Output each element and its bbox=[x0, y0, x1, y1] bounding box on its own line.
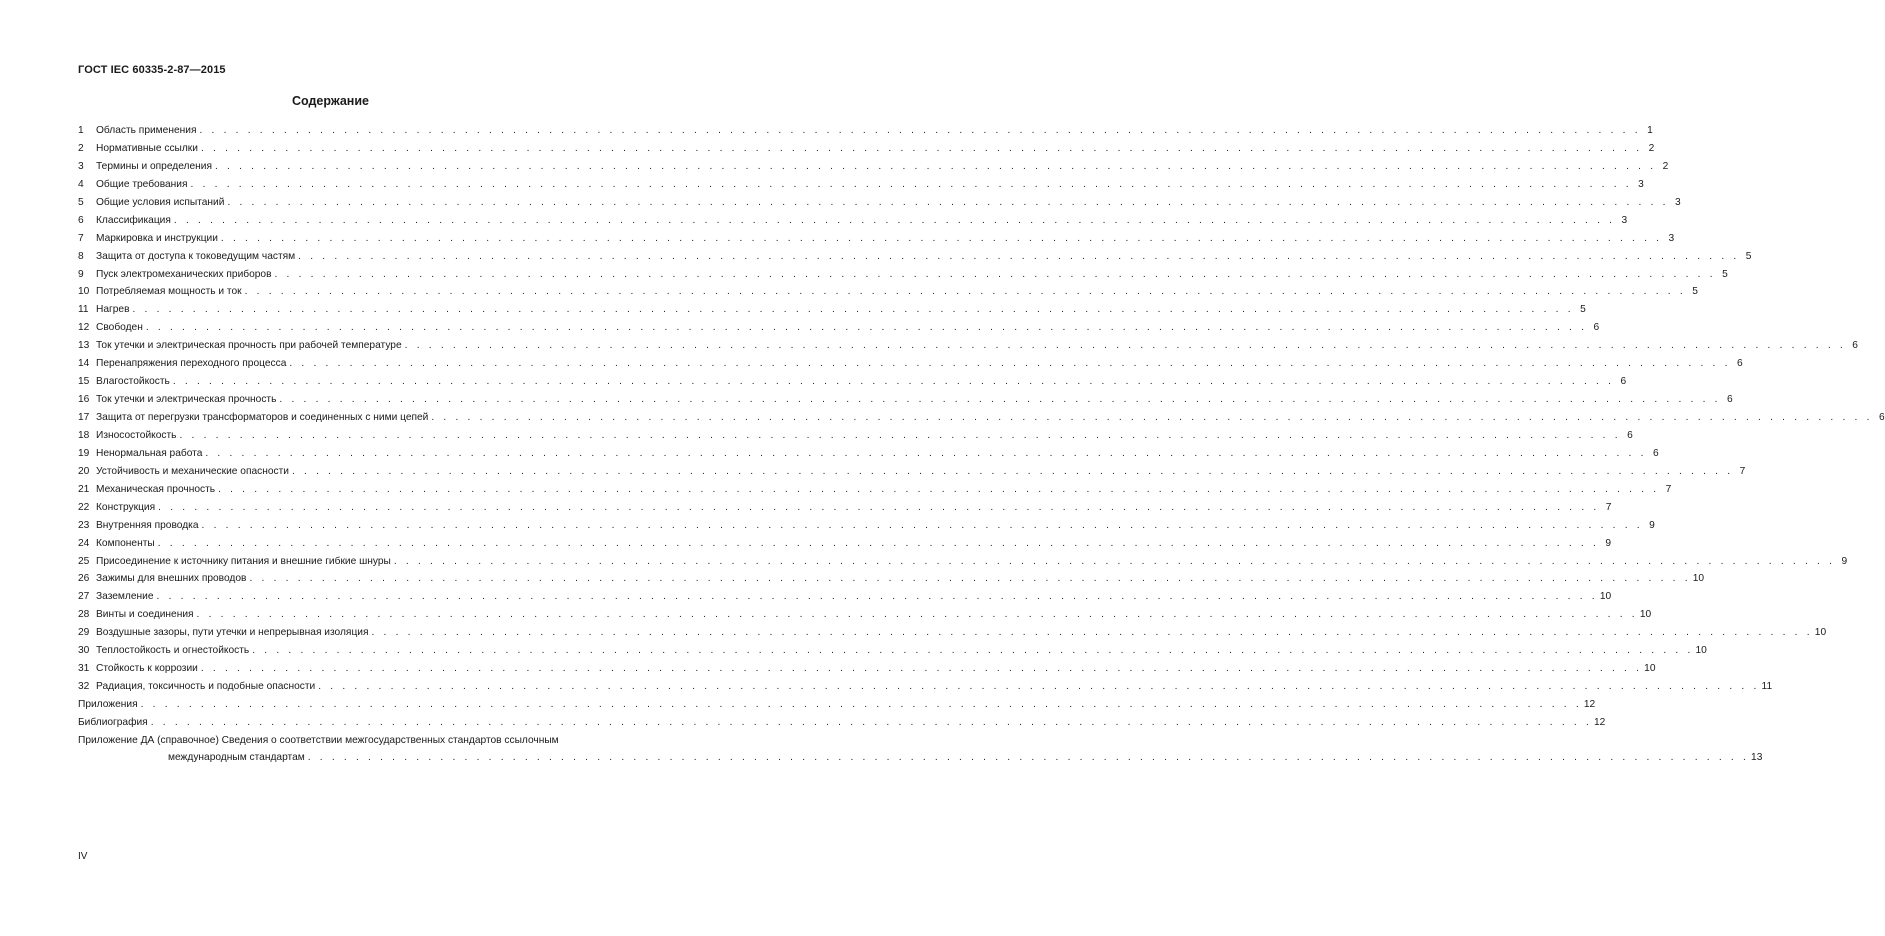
toc-entry[interactable] bbox=[78, 642, 1707, 660]
toc-entry-label: Компоненты bbox=[96, 537, 155, 549]
toc-entry-number: 25 bbox=[78, 555, 90, 567]
toc-entry-number: 9 bbox=[78, 268, 84, 280]
toc-entry-page: 5 bbox=[1580, 304, 1586, 316]
toc-entry-label: Свободен bbox=[96, 322, 143, 334]
toc-entry-page: 10 bbox=[1695, 645, 1707, 657]
toc-entry-label: Защита от перегрузки трансформаторов и соединенных с ними цепей bbox=[96, 412, 429, 423]
toc-entry-label: Конструкция bbox=[96, 501, 156, 513]
toc-entry-label: Общие требования bbox=[96, 178, 188, 190]
toc-entry-page: 11 bbox=[1761, 681, 1773, 693]
page-footer-number: IV bbox=[78, 851, 88, 862]
toc-entry-label: Нормативные ссылки bbox=[96, 142, 198, 154]
toc-entry[interactable] bbox=[78, 678, 1773, 696]
document-header: ГОСТ IEC 60335-2-87—2015 bbox=[78, 64, 226, 76]
toc-entry-page: 6 bbox=[1727, 394, 1733, 406]
toc-entry-number: 16 bbox=[78, 394, 90, 406]
toc-entry-label: Ток утечки и электрическая прочность при рабочей температуре bbox=[96, 340, 402, 352]
toc-entry-number: 32 bbox=[78, 681, 90, 693]
toc-entry[interactable] bbox=[78, 301, 1586, 319]
toc-entry[interactable] bbox=[78, 373, 1627, 391]
leader-dots: . . . . . . . . . . . . . . . . . . . . . . . . . . . . . . . . . . . . . . . . . . . . . . . . . . . . . . . . . . . . . . . . . . . . . . . . . . . . . . . . . . . . . . . . . . . . . . . . . . . . . . . . . . . . . . . . . . . . . . . . bbox=[190, 178, 1632, 190]
toc-entry-number: 29 bbox=[78, 627, 90, 639]
appendix-title-line1: Приложение ДА (справочное) Сведения о соответствии межгосударственных стандартов ссылочным bbox=[78, 734, 559, 746]
toc-entry[interactable] bbox=[78, 283, 1698, 301]
leader-dots: . . . . . . . . . . . . . . . . . . . . . . . . . . . . . . . . . . . . . . . . . . . . . . . . . . . . . . . . . . . . . . . . . . . . . . . . . . . . . . . . . . . . . . . . . . . . . . . . . . . . . . . . . . . . . . . . . . . . . . . . bbox=[132, 304, 1574, 316]
toc-entry[interactable] bbox=[78, 355, 1743, 373]
leader-dots: . . . . . . . . . . . . . . . . . . . . . . . . . . . . . . . . . . . . . . . . . . . . . . . . . . . . . . . . . . . . . . . . . . . . . . . . . . . . . . . . . . . . . . . . . . . . . . . . . . . . . . . . . . . . . . . . . . . . . . . . bbox=[196, 609, 1638, 621]
toc-entry-label: Заземление bbox=[96, 591, 154, 603]
toc-entry[interactable] bbox=[78, 140, 1655, 158]
toc-entry-label: Ненормальная работа bbox=[96, 447, 203, 459]
toc-extra-list bbox=[78, 696, 1606, 732]
toc-entry-page: 5 bbox=[1745, 250, 1752, 262]
toc-entry-page: 6 bbox=[1852, 340, 1858, 352]
toc-entry-page: 10 bbox=[1692, 573, 1705, 585]
toc-entry-page: 3 bbox=[1621, 214, 1628, 226]
leader-dots: . . . . . . . . . . . . . . . . . . . . . . . . . . . . . . . . . . . . . . . . . . . . . . . . . . . . . . . . . . . . . . . . . . . . . . . . . . . . . . . . . . . . . . . . . . . . . . . . . . . . . . . . . . . . . . . . . . . . . . . . bbox=[158, 501, 1600, 513]
leader-dots: . . . . . . . . . . . . . . . . . . . . . . . . . . . . . . . . . . . . . . . . . . . . . . . . . . . . . . . . . . . . . . . . . . . . . . . . . . . . . . . . . . . . . . . . . . . . . . . . . . . . . . . . . . . . . . . . . . . . . . . . bbox=[200, 663, 1643, 675]
toc-entry-number: 11 bbox=[78, 304, 89, 316]
leader-dots: . . . . . . . . . . . . . . . . . . . . . . . . . . . . . . . . . . . . . . . . . . . . . . . . . . . . . . . . . . . . . . . . . . . . . . . . . . . . . . . . . . . . . . . . . . . . . . . . . . . . . . . . . . . . . . . . . . . . . . . . bbox=[249, 573, 1691, 585]
toc-numbered-list bbox=[78, 122, 1885, 696]
toc-entry[interactable] bbox=[78, 714, 1606, 732]
toc-entry[interactable] bbox=[78, 158, 1669, 176]
toc-entry-label: Влагостойкость bbox=[96, 376, 170, 388]
toc-entry-number: 22 bbox=[78, 501, 90, 513]
leader-dots: . . . . . . . . . . . . . . . . . . . . . . . . . . . . . . . . . . . . . . . . . . . . . . . . . . . . . . . . . . . . . . . . . . . . . . . . . . . . . . . . . . . . . . . . . . . . . . . . . . . . . . . . . . . . . . . . . . . . . . . . bbox=[393, 555, 1836, 567]
toc-entry[interactable] bbox=[78, 553, 1848, 571]
toc-entry-page: 6 bbox=[1620, 376, 1627, 388]
toc-entry-page: 6 bbox=[1736, 358, 1743, 370]
toc-entry-number: 31 bbox=[78, 663, 90, 675]
toc-entry[interactable] bbox=[78, 176, 1644, 194]
leader-dots: . . . . . . . . . . . . . . . . . . . . . . . . . . . . . . . . . . . . . . . . . . . . . . . . . . . . . . . . . . . . . . . . . . . . . . . . . . . . . . . . . . . . . . . . . . . . . . . . . . . . . . . . . . . . . . . . . . . . . . . . bbox=[307, 752, 1750, 764]
toc-entry-page: 9 bbox=[1649, 519, 1655, 531]
toc-entry[interactable] bbox=[78, 535, 1611, 553]
toc-entry[interactable] bbox=[78, 624, 1827, 642]
leader-dots: . . . . . . . . . . . . . . . . . . . . . . . . . . . . . . . . . . . . . . . . . . . . . . . . . . . . . . . . . . . . . . . . . . . . . . . . . . . . . . . . . . . . . . . . . . . . . . . . . . . . . . . . . . . . . . . . . . . . . . . . bbox=[404, 340, 1846, 352]
toc-entry-page: 9 bbox=[1841, 555, 1848, 567]
toc-entry-page: 12 bbox=[1593, 716, 1606, 728]
toc-entry[interactable] bbox=[78, 194, 1681, 212]
toc-entry-number: 8 bbox=[78, 250, 84, 262]
toc-entry-label: Внутренняя проводка bbox=[96, 519, 199, 531]
toc-entry[interactable] bbox=[78, 588, 1612, 606]
leader-dots: . . . . . . . . . . . . . . . . . . . . . . . . . . . . . . . . . . . . . . . . . . . . . . . . . . . . . . . . . . . . . . . . . . . . . . . . . . . . . . . . . . . . . . . . . . . . . . . . . . . . . . . . . . . . . . . . . . . . . . . . bbox=[318, 681, 1760, 693]
toc-entry-number: 5 bbox=[78, 196, 84, 208]
toc-entry[interactable] bbox=[78, 427, 1633, 445]
toc-entry-label: Механическая прочность bbox=[96, 483, 216, 495]
toc-entry-number: 24 bbox=[78, 537, 90, 549]
toc-entry-page: 7 bbox=[1739, 465, 1746, 477]
toc-entry-label: Пуск электромеханических приборов bbox=[96, 268, 272, 280]
appendix-page-number: 13 bbox=[1751, 752, 1763, 764]
leader-dots: . . . . . . . . . . . . . . . . . . . . . . . . . . . . . . . . . . . . . . . . . . . . . . . . . . . . . . . . . . . . . . . . . . . . . . . . . . . . . . . . . . . . . . . . . . . . . . . . . . . . . . . . . . . . . . . . . . . . . . . . bbox=[252, 645, 1694, 657]
toc-entry-number: 23 bbox=[78, 519, 90, 531]
toc-entry-page: 6 bbox=[1652, 447, 1659, 459]
toc-entry-number: 20 bbox=[78, 465, 90, 477]
toc-entry[interactable] bbox=[78, 499, 1612, 517]
toc-entry[interactable] bbox=[78, 660, 1656, 678]
toc-entry-label: Устойчивость и механические опасности bbox=[96, 465, 289, 477]
leader-dots: . . . . . . . . . . . . . . . . . . . . . . . . . . . . . . . . . . . . . . . . . . . . . . . . . . . . . . . . . . . . . . . . . . . . . . . . . . . . . . . . . . . . . . . . . . . . . . . . . . . . . . . . . . . . . . . . . . . . . . . . bbox=[172, 376, 1615, 388]
toc-entry[interactable] bbox=[78, 445, 1659, 463]
toc-entry-page: 10 bbox=[1644, 663, 1656, 675]
toc-entry-label: Радиация, токсичность и подобные опасности bbox=[96, 681, 316, 693]
toc-entry-page: 10 bbox=[1814, 627, 1827, 639]
toc-entry-label: Классификация bbox=[96, 214, 171, 226]
leader-dots: . . . . . . . . . . . . . . . . . . . . . . . . . . . . . . . . . . . . . . . . . . . . . . . . . . . . . . . . . . . . . . . . . . . . . . . . . . . . . . . . . . . . . . . . . . . . . . . . . . . . . . . . . . . . . . . . . . . . . . . . bbox=[371, 627, 1813, 639]
leader-dots: . . . . . . . . . . . . . . . . . . . . . . . . . . . . . . . . . . . . . . . . . . . . . . . . . . . . . . . . . . . . . . . . . . . . . . . . . . . . . . . . . . . . . . . . . . . . . . . . . . . . . . . . . . . . . . . . . . . . . . . . bbox=[244, 286, 1686, 298]
leader-dots: . . . . . . . . . . . . . . . . . . . . . . . . . . . . . . . . . . . . . . . . . . . . . . . . . . . . . . . . . . . . . . . . . . . . . . . . . . . . . . . . . . . . . . . . . . . . . . . . . . . . . . . . . . . . . . . . . . . . . . . . bbox=[218, 483, 1660, 495]
toc-entry-label: Приложения bbox=[78, 699, 138, 710]
leader-dots: . . . . . . . . . . . . . . . . . . . . . . . . . . . . . . . . . . . . . . . . . . . . . . . . . . . . . . . . . . . . . . . . . . . . . . . . . . . . . . . . . . . . . . . . . . . . . . . . . . . . . . . . . . . . . . . . . . . . . . . . bbox=[220, 232, 1663, 244]
toc-entry-page: 7 bbox=[1605, 501, 1612, 513]
toc-entry-number: 12 bbox=[78, 322, 90, 334]
toc-entry-number: 27 bbox=[78, 591, 90, 603]
toc-entry-number: 1 bbox=[78, 125, 84, 136]
toc-entry-number: 26 bbox=[78, 573, 90, 585]
toc-entry[interactable] bbox=[78, 463, 1746, 481]
toc-entry-label: Нагрев bbox=[96, 304, 130, 316]
toc-entry-number: 21 bbox=[78, 483, 90, 495]
toc-entry[interactable] bbox=[78, 606, 1652, 624]
toc-entry-number: 17 bbox=[78, 412, 90, 423]
toc-entry-page: 2 bbox=[1648, 142, 1655, 154]
toc-entry-label: Износостойкость bbox=[96, 429, 177, 441]
toc-entry-label: Общие условия испытаний bbox=[96, 196, 225, 208]
toc-entry-page: 6 bbox=[1878, 412, 1885, 423]
toc-entry[interactable] bbox=[78, 266, 1728, 284]
toc-entry-page: 2 bbox=[1662, 160, 1669, 172]
toc-entry[interactable] bbox=[78, 696, 1596, 714]
toc-entry-page: 3 bbox=[1638, 178, 1644, 190]
toc-entry-label: Библиография bbox=[78, 716, 148, 728]
toc-entry-label: Перенапряжения переходного процесса bbox=[96, 358, 287, 370]
toc-entry-number: 14 bbox=[78, 358, 90, 370]
toc-entry-page: 6 bbox=[1627, 429, 1633, 441]
toc-entry-number: 19 bbox=[78, 447, 90, 459]
toc-entry-page: 7 bbox=[1665, 483, 1672, 495]
toc-entry-number: 4 bbox=[78, 178, 84, 190]
toc-entry[interactable] bbox=[78, 319, 1600, 337]
toc-entry-page: 6 bbox=[1593, 322, 1600, 334]
toc-entry-number: 2 bbox=[78, 142, 84, 154]
toc-entry-label: Присоединение к источнику питания и внешние гибкие шнуры bbox=[96, 555, 391, 567]
toc-entry-page: 12 bbox=[1583, 699, 1596, 710]
toc-entry-number: 15 bbox=[78, 376, 90, 388]
toc-entry-page: 3 bbox=[1668, 232, 1675, 244]
toc-entry-number: 3 bbox=[78, 160, 84, 172]
leader-dots: . . . . . . . . . . . . . . . . . . . . . . . . . . . . . . . . . . . . . . . . . . . . . . . . . . . . . . . . . . . . . . . . . . . . . . . . . . . . . . . . . . . . . . . . . . . . . . . . . . . . . . . . . . . . . . . . . . . . . . . . bbox=[279, 394, 1721, 406]
toc-entry-label: Воздушные зазоры, пути утечки и непрерывная изоляция bbox=[96, 627, 369, 639]
toc-entry-label: Винты и соединения bbox=[96, 609, 194, 621]
toc-entry-page: 5 bbox=[1722, 268, 1728, 280]
toc-entry-number: 28 bbox=[78, 609, 90, 621]
toc-entry[interactable] bbox=[78, 391, 1733, 409]
toc-entry[interactable] bbox=[78, 337, 1858, 355]
leader-dots: . . . . . . . . . . . . . . . . . . . . . . . . . . . . . . . . . . . . . . . . . . . . . . . . . . . . . . . . . . . . . . . . . . . . . . . . . . . . . . . . . . . . . . . . . . . . . . . . . . . . . . . . . . . . . . . . . . . . . . . . bbox=[150, 716, 1592, 728]
leader-dots: . . . . . . . . . . . . . . . . . . . . . . . . . . . . . . . . . . . . . . . . . . . . . . . . . . . . . . . . . . . . . . . . . . . . . . . . . . . . . . . . . . . . . . . . . . . . . . . . . . . . . . . . . . . . . . . . . . . . . . . . bbox=[157, 537, 1599, 549]
toc-entry[interactable] bbox=[78, 481, 1672, 499]
toc-entry-label: Стойкость к коррозии bbox=[96, 663, 198, 675]
leader-dots: . . . . . . . . . . . . . . . . . . . . . . . . . . . . . . . . . . . . . . . . . . . . . . . . . . . . . . . . . . . . . . . . . . . . . . . . . . . . . . . . . . . . . . . . . . . . . . . . . . . . . . . . . . . . . . . . . . . . . . . . bbox=[201, 519, 1643, 531]
table-of-contents bbox=[78, 122, 1885, 767]
toc-entry-label: Термины и определения bbox=[96, 160, 212, 172]
toc-entry-page: 10 bbox=[1599, 591, 1612, 603]
toc-entry[interactable] bbox=[78, 122, 1653, 140]
toc-entry-label: Потребляемая мощность и ток bbox=[96, 286, 242, 298]
page-title: Содержание bbox=[291, 94, 369, 108]
leader-dots: . . . . . . . . . . . . . . . . . . . . . . . . . . . . . . . . . . . . . . . . . . . . . . . . . . . . . . . . . . . . . . . . . . . . . . . . . . . . . . . . . . . . . . . . . . . . . . . . . . . . . . . . . . . . . . . . . . . . . . . . bbox=[140, 699, 1582, 710]
toc-entry-number: 13 bbox=[78, 340, 90, 352]
leader-dots: . . . . . . . . . . . . . . . . . . . . . . . . . . . . . . . . . . . . . . . . . . . . . . . . . . . . . . . . . . . . . . . . . . . . . . . . . . . . . . . . . . . . . . . . . . . . . . . . . . . . . . . . . . . . . . . . . . . . . . . . bbox=[431, 412, 1873, 423]
toc-entry-label: Ток утечки и электрическая прочность bbox=[96, 394, 277, 406]
leader-dots: . . . . . . . . . . . . . . . . . . . . . . . . . . . . . . . . . . . . . . . . . . . . . . . . . . . . . . . . . . . . . . . . . . . . . . . . . . . . . . . . . . . . . . . . . . . . . . . . . . . . . . . . . . . . . . . . . . . . . . . . bbox=[289, 358, 1731, 370]
toc-entry-page: 1 bbox=[1647, 125, 1653, 136]
toc-entry-page: 3 bbox=[1675, 196, 1681, 208]
toc-entry-label: Зажимы для внешних проводов bbox=[96, 573, 247, 585]
leader-dots: . . . . . . . . . . . . . . . . . . . . . . . . . . . . . . . . . . . . . . . . . . . . . . . . . . . . . . . . . . . . . . . . . . . . . . . . . . . . . . . . . . . . . . . . . . . . . . . . . . . . . . . . . . . . . . . . . . . . . . . . bbox=[199, 125, 1641, 136]
toc-entry-label: Маркировка и инструкции bbox=[96, 232, 218, 244]
leader-dots: . . . . . . . . . . . . . . . . . . . . . . . . . . . . . . . . . . . . . . . . . . . . . . . . . . . . . . . . . . . . . . . . . . . . . . . . . . . . . . . . . . . . . . . . . . . . . . . . . . . . . . . . . . . . . . . . . . . . . . . . bbox=[274, 268, 1716, 280]
leader-dots: . . . . . . . . . . . . . . . . . . . . . . . . . . . . . . . . . . . . . . . . . . . . . . . . . . . . . . . . . . . . . . . . . . . . . . . . . . . . . . . . . . . . . . . . . . . . . . . . . . . . . . . . . . . . . . . . . . . . . . . . bbox=[227, 196, 1669, 208]
toc-entry-number: 18 bbox=[78, 429, 90, 441]
leader-dots: . . . . . . . . . . . . . . . . . . . . . . . . . . . . . . . . . . . . . . . . . . . . . . . . . . . . . . . . . . . . . . . . . . . . . . . . . . . . . . . . . . . . . . . . . . . . . . . . . . . . . . . . . . . . . . . . . . . . . . . . bbox=[214, 160, 1657, 172]
appendix-title-line2: международным стандартам bbox=[168, 752, 305, 764]
toc-entry[interactable] bbox=[78, 570, 1705, 588]
toc-entry-number: 30 bbox=[78, 645, 90, 657]
toc-entry[interactable] bbox=[78, 409, 1885, 427]
toc-entry-number: 6 bbox=[78, 214, 84, 226]
toc-entry-page: 9 bbox=[1605, 537, 1611, 549]
leader-dots: . . . . . . . . . . . . . . . . . . . . . . . . . . . . . . . . . . . . . . . . . . . . . . . . . . . . . . . . . . . . . . . . . . . . . . . . . . . . . . . . . . . . . . . . . . . . . . . . . . . . . . . . . . . . . . . . . . . . . . . . bbox=[200, 142, 1643, 154]
leader-dots: . . . . . . . . . . . . . . . . . . . . . . . . . . . . . . . . . . . . . . . . . . . . . . . . . . . . . . . . . . . . . . . . . . . . . . . . . . . . . . . . . . . . . . . . . . . . . . . . . . . . . . . . . . . . . . . . . . . . . . . . bbox=[298, 250, 1740, 262]
toc-entry-label: Область применения bbox=[96, 125, 197, 136]
toc-entry-label: Теплостойкость и огнестойкость bbox=[96, 645, 250, 657]
leader-dots: . . . . . . . . . . . . . . . . . . . . . . . . . . . . . . . . . . . . . . . . . . . . . . . . . . . . . . . . . . . . . . . . . . . . . . . . . . . . . . . . . . . . . . . . . . . . . . . . . . . . . . . . . . . . . . . . . . . . . . . . bbox=[291, 465, 1734, 477]
toc-appendix-entry[interactable] bbox=[78, 732, 1763, 767]
toc-entry-number: 7 bbox=[78, 232, 84, 244]
leader-dots: . . . . . . . . . . . . . . . . . . . . . . . . . . . . . . . . . . . . . . . . . . . . . . . . . . . . . . . . . . . . . . . . . . . . . . . . . . . . . . . . . . . . . . . . . . . . . . . . . . . . . . . . . . . . . . . . . . . . . . . . bbox=[179, 429, 1621, 441]
leader-dots: . . . . . . . . . . . . . . . . . . . . . . . . . . . . . . . . . . . . . . . . . . . . . . . . . . . . . . . . . . . . . . . . . . . . . . . . . . . . . . . . . . . . . . . . . . . . . . . . . . . . . . . . . . . . . . . . . . . . . . . . bbox=[205, 447, 1647, 459]
toc-entry[interactable] bbox=[78, 517, 1655, 535]
leader-dots: . . . . . . . . . . . . . . . . . . . . . . . . . . . . . . . . . . . . . . . . . . . . . . . . . . . . . . . . . . . . . . . . . . . . . . . . . . . . . . . . . . . . . . . . . . . . . . . . . . . . . . . . . . . . . . . . . . . . . . . . bbox=[173, 214, 1616, 226]
toc-entry-page: 5 bbox=[1692, 286, 1698, 298]
toc-entry-page: 10 bbox=[1639, 609, 1652, 621]
toc-entry-label: Защита от доступа к токоведущим частям bbox=[96, 250, 296, 262]
toc-entry[interactable] bbox=[78, 212, 1628, 230]
toc-entry-number: 10 bbox=[78, 286, 90, 298]
toc-entry[interactable] bbox=[78, 230, 1675, 248]
leader-dots: . . . . . . . . . . . . . . . . . . . . . . . . . . . . . . . . . . . . . . . . . . . . . . . . . . . . . . . . . . . . . . . . . . . . . . . . . . . . . . . . . . . . . . . . . . . . . . . . . . . . . . . . . . . . . . . . . . . . . . . . bbox=[145, 322, 1588, 334]
toc-entry[interactable] bbox=[78, 248, 1752, 266]
leader-dots: . . . . . . . . . . . . . . . . . . . . . . . . . . . . . . . . . . . . . . . . . . . . . . . . . . . . . . . . . . . . . . . . . . . . . . . . . . . . . . . . . . . . . . . . . . . . . . . . . . . . . . . . . . . . . . . . . . . . . . . . bbox=[156, 591, 1598, 603]
